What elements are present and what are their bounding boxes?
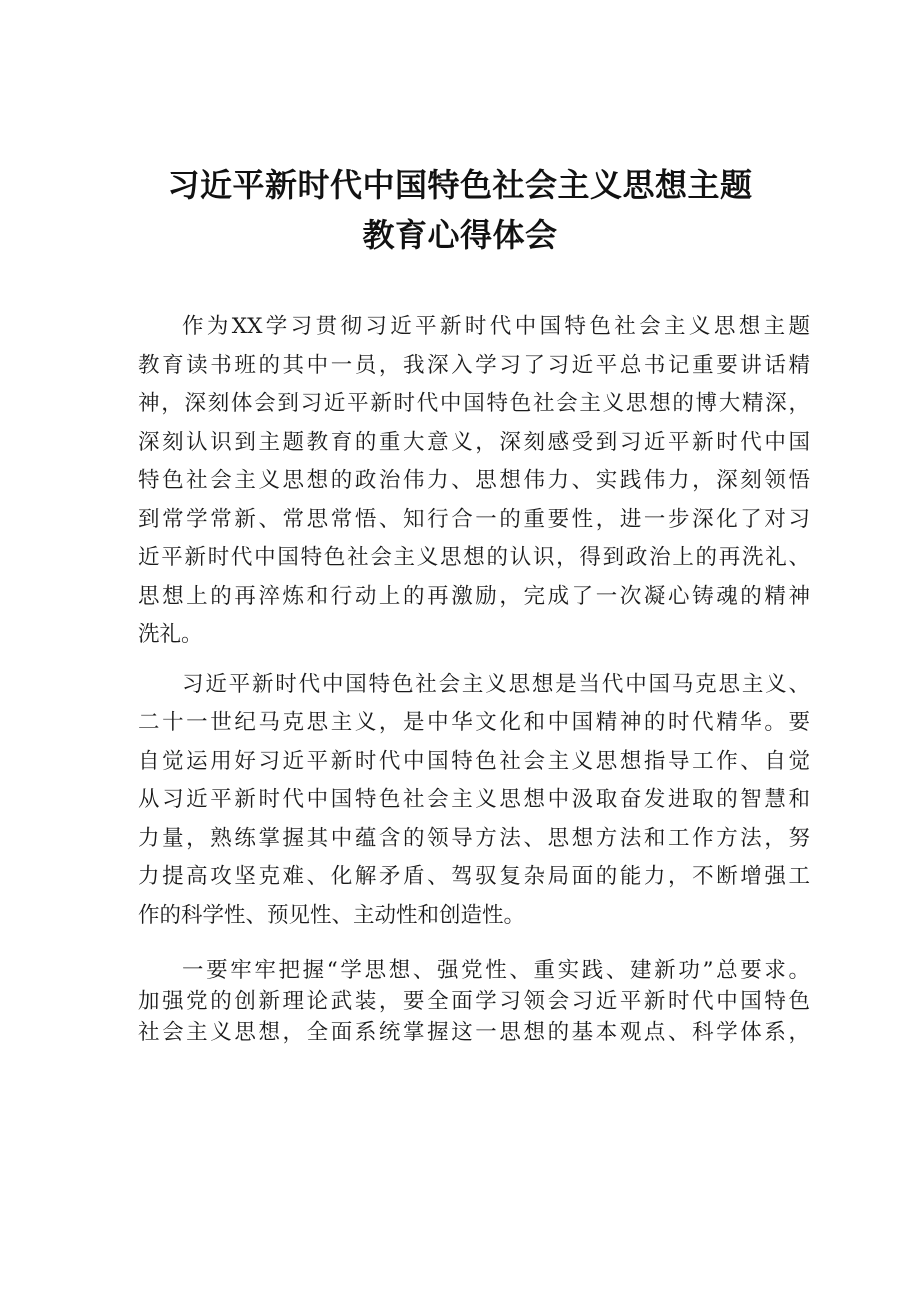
paragraph-line: 教育读书班的其中一员，我深入学习了习近平总书记重要讲话精 xyxy=(138,352,810,378)
paragraph-line: 二十一世纪马克思主义，是中华文化和中国精神的时代精华。要 xyxy=(138,710,810,735)
paragraph-3 xyxy=(138,955,810,1048)
paragraph-line: 洗礼。 xyxy=(138,622,203,647)
paragraph-line: 一要牢牢把握“学思想、强党性、重实践、建新功”总要求。 xyxy=(182,958,810,983)
title-line-1: 习近平新时代中国特色社会主义思想主题 xyxy=(167,166,753,204)
paragraph-line: 作为XX学习贯彻习近平新时代中国特色社会主义思想主题 xyxy=(182,314,810,339)
paragraph-2 xyxy=(138,666,810,936)
document-body xyxy=(138,308,810,1048)
title-line-2: 教育心得体会 xyxy=(362,216,558,254)
paragraph-line: 思想上的再淬炼和行动上的再激励，完成了一次凝心铸魂的精神 xyxy=(138,583,810,609)
paragraph-line: 社会主义思想，全面系统掌握这一思想的基本观点、科学体系， xyxy=(138,1020,810,1045)
paragraph-line: 自觉运用好习近平新时代中国特色社会主义思想指导工作、自觉 xyxy=(138,748,810,774)
paragraph-line: 特色社会主义思想的政治伟力、思想伟力、实践伟力，深刻领悟 xyxy=(138,468,810,493)
paragraph-line: 从习近平新时代中国特色社会主义思想中汲取奋发进取的智慧和 xyxy=(138,787,810,812)
paragraph-line: 力量，熟练掌握其中蕴含的领导方法、思想方法和工作方法，努 xyxy=(138,825,810,851)
paragraph-line: 加强党的创新理论武装，要全面学习领会习近平新时代中国特色 xyxy=(138,989,810,1014)
paragraph-1 xyxy=(138,308,810,655)
paragraph-line: 神，深刻体会到习近平新时代中国特色社会主义思想的博大精深， xyxy=(138,391,810,416)
paragraph-line: 力提高攻坚克难、化解矛盾、驾驭复杂局面的能力，不断增强工 xyxy=(138,864,810,889)
paragraph-line: 深刻认识到主题教育的重大意义，深刻感受到习近平新时代中国 xyxy=(138,429,810,455)
paragraph-line: 近平新时代中国特色社会主义思想的认识，得到政治上的再洗礼、 xyxy=(138,545,810,570)
document-title xyxy=(0,160,920,260)
paragraph-line: 到常学常新、常思常悟、知行合一的重要性，进一步深化了对习 xyxy=(138,506,810,532)
paragraph-line: 作的科学性、预见性、主动性和创造性。 xyxy=(138,902,526,928)
paragraph-line: 习近平新时代中国特色社会主义思想是当代中国马克思主义、 xyxy=(182,671,810,697)
